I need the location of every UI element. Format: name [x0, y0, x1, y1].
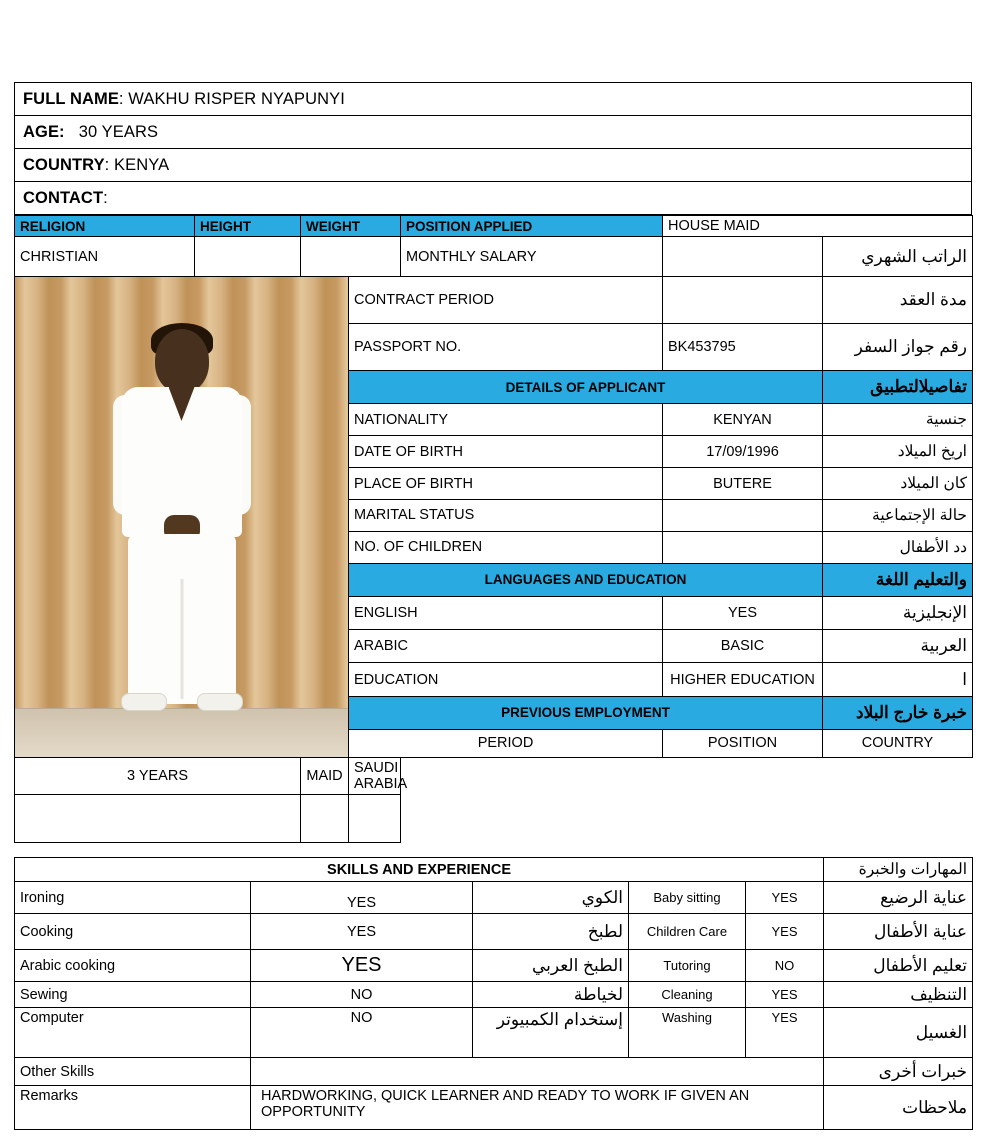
skill-value-arabic-cooking: YES: [251, 950, 473, 982]
language-arabic-english: الإنجليزية: [823, 597, 973, 630]
spacer-cell: [14, 843, 972, 857]
weight-value: [301, 237, 401, 277]
skill-arabic-baby-sitting: عناية الرضيع: [824, 882, 973, 914]
language-arabic-education: ا: [823, 663, 973, 696]
religion-header: RELIGION: [15, 216, 195, 237]
skill-label-cooking: Cooking: [15, 914, 251, 950]
skill-value-cooking: YES: [251, 914, 473, 950]
photo-person-right-shoe: [197, 693, 243, 711]
weight-header: WEIGHT: [301, 216, 401, 237]
employment-column-period: PERIOD: [349, 729, 663, 757]
passport-label: PASSPORT NO.: [349, 324, 663, 371]
skill-value-sewing: NO: [251, 982, 473, 1008]
full-name-value: : WAKHU RISPER NYAPUNYI: [118, 89, 345, 108]
skill-label-tutoring: Tutoring: [629, 950, 746, 982]
applicant-cv-document: [14, 82, 972, 1130]
skill-arabic-computer: إستخدام الكمبيوتر: [473, 1008, 629, 1058]
employment-row-1: [15, 758, 973, 795]
detail-arabic-pob: كان الميلاد: [823, 468, 973, 500]
full-name-row: [15, 83, 972, 116]
other-skills-value: [251, 1058, 824, 1086]
language-arabic-arabic: العربية: [823, 630, 973, 663]
skill-row-cooking: [15, 914, 973, 950]
employment-position-2: [301, 795, 349, 843]
employment-column-country: COUNTRY: [823, 729, 973, 757]
skill-label-arabic-cooking: Arabic cooking: [15, 950, 251, 982]
skill-row-arabic-cooking: [15, 950, 973, 982]
language-label-education: EDUCATION: [349, 663, 663, 696]
contract-period-value: [663, 277, 823, 324]
spacer-row: [14, 843, 972, 857]
skill-row-computer: [15, 1008, 973, 1058]
skill-label-cleaning: Cleaning: [629, 982, 746, 1008]
detail-arabic-marital: حالة الإجتماعية: [823, 499, 973, 531]
employment-band-english: PREVIOUS EMPLOYMENT: [349, 696, 823, 729]
language-value-english: YES: [663, 597, 823, 630]
other-skills-row: [15, 1058, 973, 1086]
monthly-salary-value: [663, 237, 823, 277]
skill-arabic-arabic-cooking: الطبخ العربي: [473, 950, 629, 982]
skill-label-computer: Computer: [15, 1008, 251, 1058]
details-band-arabic: تفاصيلالتطبيق: [823, 371, 973, 404]
language-value-arabic: BASIC: [663, 630, 823, 663]
detail-arabic-children: دد الأطفال: [823, 531, 973, 563]
skill-label-washing: Washing: [629, 1008, 746, 1058]
header-table: [14, 82, 972, 215]
skill-value-cleaning: YES: [746, 982, 824, 1008]
remarks-value: HARDWORKING, QUICK LEARNER AND READY TO WORK IF GIVEN AN OPPORTUNITY: [251, 1086, 824, 1130]
skill-label-ironing: Ironing: [15, 882, 251, 914]
details-band-english: DETAILS OF APPLICANT: [349, 371, 823, 404]
employment-position-1: MAID: [301, 758, 349, 795]
detail-arabic-nationality: جنسية: [823, 404, 973, 436]
skill-arabic-ironing: الكوي: [473, 882, 629, 914]
passport-value: BK453795: [663, 324, 823, 371]
skill-arabic-children-care: عناية الأطفال: [824, 914, 973, 950]
remarks-row: [15, 1086, 973, 1130]
remarks-arabic: ملاحظات: [824, 1086, 973, 1130]
detail-label-dob: DATE OF BIRTH: [349, 436, 663, 468]
skill-value-children-care: YES: [746, 914, 824, 950]
skills-title-row: [15, 858, 973, 882]
full-name-cell: [15, 83, 972, 116]
detail-label-pob: PLACE OF BIRTH: [349, 468, 663, 500]
skill-value-baby-sitting: YES: [746, 882, 824, 914]
skills-table: [14, 857, 973, 1130]
skill-row-sewing: [15, 982, 973, 1008]
skill-arabic-tutoring: تعليم الأطفال: [824, 950, 973, 982]
applicant-photo-cell: [15, 277, 349, 758]
country-label: COUNTRY: [23, 155, 105, 174]
monthly-salary-arabic: الراتب الشهري: [823, 237, 973, 277]
skill-value-washing: YES: [746, 1008, 824, 1058]
height-header: HEIGHT: [195, 216, 301, 237]
height-value: [195, 237, 301, 277]
skill-arabic-washing: الغسيل: [824, 1008, 973, 1058]
skill-label-sewing: Sewing: [15, 982, 251, 1008]
skills-title-arabic: المهارات والخبرة: [824, 858, 973, 882]
skill-label-baby-sitting: Baby sitting: [629, 882, 746, 914]
detail-arabic-dob: اريخ الميلاد: [823, 436, 973, 468]
detail-label-marital: MARITAL STATUS: [349, 499, 663, 531]
skill-value-tutoring: NO: [746, 950, 824, 982]
language-label-english: ENGLISH: [349, 597, 663, 630]
language-label-arabic: ARABIC: [349, 630, 663, 663]
photo-person: [107, 329, 257, 729]
photo-and-details-row: [15, 277, 973, 324]
detail-value-nationality: KENYAN: [663, 404, 823, 436]
other-skills-label: Other Skills: [15, 1058, 251, 1086]
detail-value-children: [663, 531, 823, 563]
skill-value-computer: NO: [251, 1008, 473, 1058]
employment-country-1: SAUDI ARABIA: [349, 758, 401, 795]
bio-header-row: [15, 216, 973, 237]
spacer-table: [14, 843, 972, 857]
contact-label: CONTACT: [23, 188, 104, 207]
photo-person-head: [155, 329, 209, 393]
detail-value-pob: BUTERE: [663, 468, 823, 500]
age-cell: [15, 116, 972, 149]
skill-arabic-sewing: لخياطة: [473, 982, 629, 1008]
skills-title-english: SKILLS AND EXPERIENCE: [15, 858, 824, 882]
remarks-label: Remarks: [15, 1086, 251, 1130]
employment-column-position: POSITION: [663, 729, 823, 757]
full-name-label: FULL NAME: [23, 89, 119, 108]
photo-person-trouser-seam: [180, 579, 183, 699]
other-skills-arabic: خبرات أخرى: [824, 1058, 973, 1086]
languages-band-english: LANGUAGES AND EDUCATION: [349, 563, 823, 596]
country-cell: [15, 149, 972, 182]
skill-row-ironing: [15, 882, 973, 914]
contact-value: :: [103, 188, 108, 207]
country-row: [15, 149, 972, 182]
detail-label-nationality: NATIONALITY: [349, 404, 663, 436]
age-row: [15, 116, 972, 149]
skill-label-children-care: Children Care: [629, 914, 746, 950]
languages-band-arabic: والتعليم اللغة: [823, 563, 973, 596]
contact-cell: [15, 182, 972, 215]
photo-person-left-shoe: [121, 693, 167, 711]
employment-period-2: [15, 795, 301, 843]
employment-period-1: 3 YEARS: [15, 758, 301, 795]
skill-arabic-cleaning: التنظيف: [824, 982, 973, 1008]
contact-row: [15, 182, 972, 215]
applicant-photo: [15, 277, 348, 757]
monthly-salary-label: MONTHLY SALARY: [401, 237, 663, 277]
religion-value-row: [15, 237, 973, 277]
language-value-education: HIGHER EDUCATION: [663, 663, 823, 696]
detail-value-dob: 17/09/1996: [663, 436, 823, 468]
detail-label-children: NO. OF CHILDREN: [349, 531, 663, 563]
contract-period-label: CONTRACT PERIOD: [349, 277, 663, 324]
passport-arabic: رقم جواز السفر: [823, 324, 973, 371]
skill-value-ironing: YES: [251, 882, 473, 914]
skill-arabic-cooking: لطبخ: [473, 914, 629, 950]
employment-country-2: [349, 795, 401, 843]
age-label: AGE:: [23, 122, 65, 141]
employment-row-2: [15, 795, 973, 843]
country-value: : KENYA: [104, 155, 170, 174]
age-value: 30 YEARS: [78, 122, 159, 141]
position-applied-value: HOUSE MAID: [663, 216, 973, 237]
detail-value-marital: [663, 499, 823, 531]
position-applied-header: POSITION APPLIED: [401, 216, 663, 237]
religion-value: CHRISTIAN: [15, 237, 195, 277]
bio-table: [14, 215, 973, 843]
contract-period-arabic: مدة العقد: [823, 277, 973, 324]
employment-band-arabic: خبرة خارج البلاد: [823, 696, 973, 729]
